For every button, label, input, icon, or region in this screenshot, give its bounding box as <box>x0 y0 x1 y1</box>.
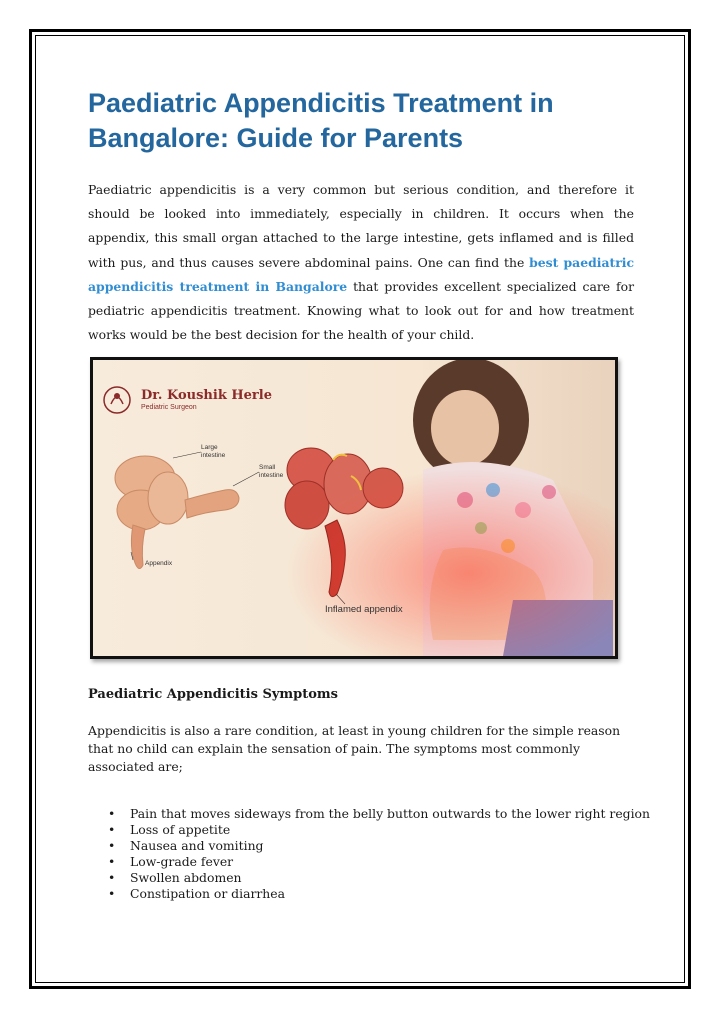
appendicitis-illustration <box>90 357 618 659</box>
label-large-intestine: Large intestine <box>201 444 226 459</box>
label-appendix: Appendix <box>145 560 173 567</box>
intro-paragraph <box>88 178 634 347</box>
list-item: • Swollen abdomen <box>130 870 650 886</box>
list-item: • Constipation or diarrhea <box>130 886 650 902</box>
symptoms-intro: Appendicitis is also a rare condition, at least in young children for the simple reason that no child can explain the sensation of pain. The symptoms most commonly associated are; <box>88 723 621 774</box>
page-title: Paediatric Appendicitis Treatment in Bangalore: Guide for Parents <box>88 88 554 153</box>
list-item: • Nausea and vomiting <box>130 838 650 854</box>
symptoms-heading: Paediatric Appendicitis Symptoms <box>88 687 339 702</box>
symptoms-list <box>130 806 650 902</box>
label-inflamed-appendix: Inflamed appendix <box>325 604 403 615</box>
list-item: • Loss of appetite <box>130 822 650 838</box>
list-item: • Low-grade fever <box>130 854 650 870</box>
brand-name: Dr. Koushik Herle <box>141 388 272 403</box>
intro-text-start: Paediatric appendicitis is a very common but serious condition, and therefore it should be looked into immediately, especially in children. It occurs when the appendix, this small organ attached to the large intestine, gets inflamed and is filled with pus, and thus causes severe abdominal pains. One can find the <box>88 182 634 270</box>
label-small-intestine: Small intestine <box>259 464 284 479</box>
treatment-link[interactable]: best paediatric appendicitis treatment in Bangalore <box>88 254 634 294</box>
intro-text-end: that provides excellent specialized care for pediatric appendicitis treatment. Knowing what to look out for and how treatment works would be the best decision for the health of your child. <box>88 278 634 343</box>
brand-subtitle: Pediatric Surgeon <box>141 404 197 411</box>
list-item: • Pain that moves sideways from the belly button outwards to the lower right region <box>130 806 650 822</box>
